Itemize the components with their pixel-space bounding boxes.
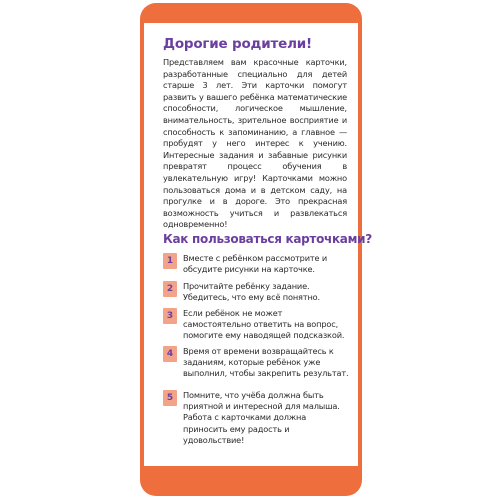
step-number-badge: 2 [163, 281, 177, 297]
intro-paragraph: Представляем вам красочные карточки, разработанные специально для детей старше 3 лет. Эти карточки помогут развить у вашего ребёнка математические способности, логическое мышление, внимательность, зрительное восприятие и способность к запоминанию, а главное — пробудят у него интерес к учению. Интересные задания и забавные рисунки превратят процесс обучения в увлекательную игру! Карточками можно пользоваться дома и в детском саду, на прогулке и в дороге. Это прекрасная возможность учиться и развлекаться одновременно! [163, 57, 347, 230]
step-text: Время от времени возвращайтесь к заданиям, которые ребёнок уже выполнил, чтобы закрепить результат. [183, 346, 349, 379]
step-text: Помните, что учёба должна быть приятной и интересной для малыша. Работа с карточками должна приносить ему радость и удовольствие! [183, 390, 340, 445]
step-text: Вместе с ребёнком рассмотрите и обсудите рисунки на карточке. [183, 253, 328, 275]
step-number-badge: 3 [163, 308, 177, 324]
step-text: Прочитайте ребёнку задание. Убедитесь, что ему всё понятно. [183, 281, 320, 303]
step-number-badge: 5 [163, 390, 177, 406]
heading-dear-parents: Дорогие родители! [163, 36, 312, 52]
heading-how-to-use: Как пользоваться карточками? [163, 232, 372, 246]
step-text: Если ребёнок не может самостоятельно ответить на вопрос, помогите ему наводящей подсказкой. [183, 308, 345, 341]
step-number-badge: 1 [163, 253, 177, 269]
step-number-badge: 4 [163, 346, 177, 362]
